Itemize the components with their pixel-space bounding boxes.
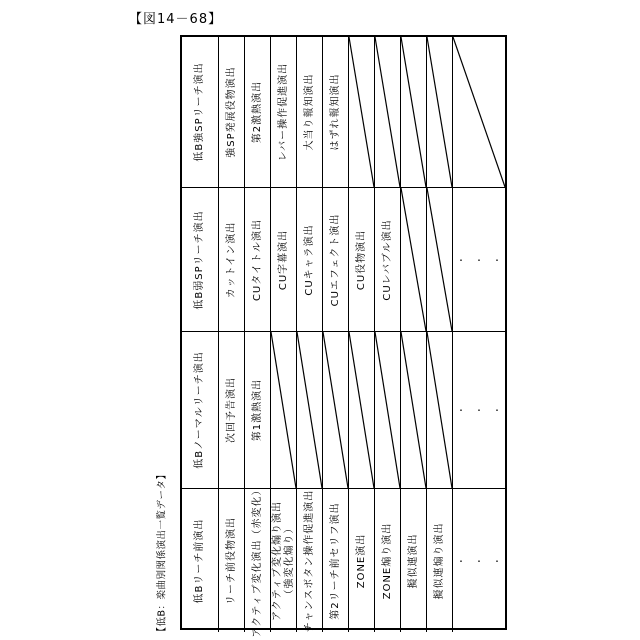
table-cell-text	[297, 37, 323, 187]
table-cell-text	[323, 37, 349, 187]
table-cell-text	[245, 484, 271, 637]
table-cell-empty-diagonal	[453, 37, 505, 187]
ellipsis-dots: ・・・	[456, 557, 511, 567]
table-cell-empty-diagonal	[349, 332, 375, 488]
cell-text: 擬似連演出	[407, 533, 419, 588]
cell-text: アクティブ変化演出（赤変化）	[251, 484, 263, 637]
band-header-text: 低B弱SPリーチ演出	[194, 209, 205, 310]
table-cell-ellipsis	[453, 188, 511, 331]
table-cell-text	[323, 188, 349, 331]
cell-text: ZONE演出	[355, 533, 367, 588]
cell-text: 次回予告演出	[225, 377, 237, 443]
table-band-row	[182, 332, 511, 489]
table-cell-text	[245, 332, 271, 488]
table-cell-text	[219, 188, 245, 331]
table-cell-text	[245, 188, 271, 331]
diagonal-slash-icon	[401, 332, 426, 488]
table-caption	[150, 469, 172, 637]
table-cell-empty-diagonal	[271, 332, 297, 488]
table-cell-empty-diagonal	[401, 188, 427, 331]
table-cell-text	[349, 188, 375, 331]
table-caption-text: 【低B：楽曲別関係演出一覧データ】	[157, 469, 168, 637]
table-cell-text	[219, 332, 245, 488]
table-cell-empty-diagonal	[427, 37, 453, 187]
table-cell-text	[271, 37, 297, 187]
cell-text: CUエフェクト演出	[329, 213, 341, 306]
cell-text: チャンスボタン操作促進演出	[303, 489, 315, 632]
cell-text: 第1激熱演出	[251, 378, 263, 442]
cell-text: カットイン演出	[225, 221, 237, 298]
cell-text: 大当り報知演出	[303, 73, 315, 151]
cell-text: レバー操作促進演出	[277, 62, 289, 162]
production-list-table	[180, 35, 511, 637]
band-header-cell	[182, 489, 219, 632]
table-band-row	[182, 37, 505, 188]
band-header-text: 低B強SPリーチ演出	[194, 62, 205, 162]
diagonal-slash-icon	[297, 332, 322, 488]
table-cell-text	[271, 489, 297, 632]
table-cell-text	[349, 489, 375, 632]
table-cell-text	[271, 188, 297, 331]
table-cell-ellipsis	[453, 489, 511, 632]
table-cell-text	[323, 489, 349, 632]
cell-text: 強SP発展役物演出	[225, 66, 237, 158]
cell-text: 第2激熱演出	[251, 80, 263, 144]
ellipsis-dots: ・・・	[456, 256, 511, 266]
table-cell-text	[219, 489, 245, 632]
table-cell-empty-diagonal	[401, 37, 427, 187]
table-cell-empty-diagonal	[349, 37, 375, 187]
cell-text: 擬似連煽り演出	[433, 522, 445, 599]
cell-text: CUキャラ演出	[303, 223, 315, 296]
diagonal-slash-icon	[271, 332, 296, 488]
diagonal-slash-icon	[401, 188, 426, 331]
diagonal-slash-icon	[323, 332, 348, 488]
diagonal-slash-icon	[349, 332, 374, 488]
ellipsis-dots: ・・・	[456, 406, 511, 417]
cell-text: CU役物演出	[355, 229, 367, 290]
diagonal-slash-icon	[453, 37, 505, 187]
diagonal-slash-icon	[375, 332, 400, 488]
table-cell-empty-diagonal	[323, 332, 349, 488]
table-cell-empty-diagonal	[297, 332, 323, 488]
table-cell-text	[297, 188, 323, 331]
band-header-cell	[182, 332, 219, 488]
cell-text: CU字幕演出	[277, 229, 289, 290]
table-cell-empty-diagonal	[401, 332, 427, 488]
cell-text: CUレバブル演出	[381, 218, 393, 301]
table-cell-text	[297, 489, 323, 632]
table-cell-empty-diagonal	[375, 37, 401, 187]
table-band-row	[182, 188, 511, 332]
band-header-cell	[182, 188, 219, 331]
cell-text: リーチ前役物演出	[225, 516, 237, 605]
figure-title: 【図14－68】	[129, 12, 223, 27]
table-band-row	[182, 484, 511, 637]
band-header-text: 低Bノーマルリーチ演出	[194, 351, 205, 469]
table-cell-text	[219, 37, 245, 187]
band-header-text: 低Bリーチ前演出	[194, 518, 205, 603]
cell-text: 第2リーチ前セリフ演出	[329, 501, 341, 620]
diagonal-slash-icon	[427, 37, 452, 187]
table-cell-empty-diagonal	[375, 332, 401, 488]
diagonal-slash-icon	[349, 37, 374, 187]
cell-text: ZONE煽り演出	[381, 522, 393, 599]
table-cell-text	[401, 489, 427, 632]
cell-text: はずれ報知演出	[329, 73, 341, 151]
table-cell-text	[375, 489, 401, 632]
cell-text: CUタイトル演出	[251, 218, 263, 301]
table-cell-text	[245, 37, 271, 187]
diagonal-slash-icon	[375, 37, 400, 187]
table-cell-text	[375, 188, 401, 331]
band-header-cell	[182, 37, 219, 187]
table-cell-ellipsis	[453, 332, 511, 488]
diagonal-slash-icon	[401, 37, 426, 187]
cell-text: アクティブ変化煽り演出 （強変化煽り）	[271, 500, 295, 621]
